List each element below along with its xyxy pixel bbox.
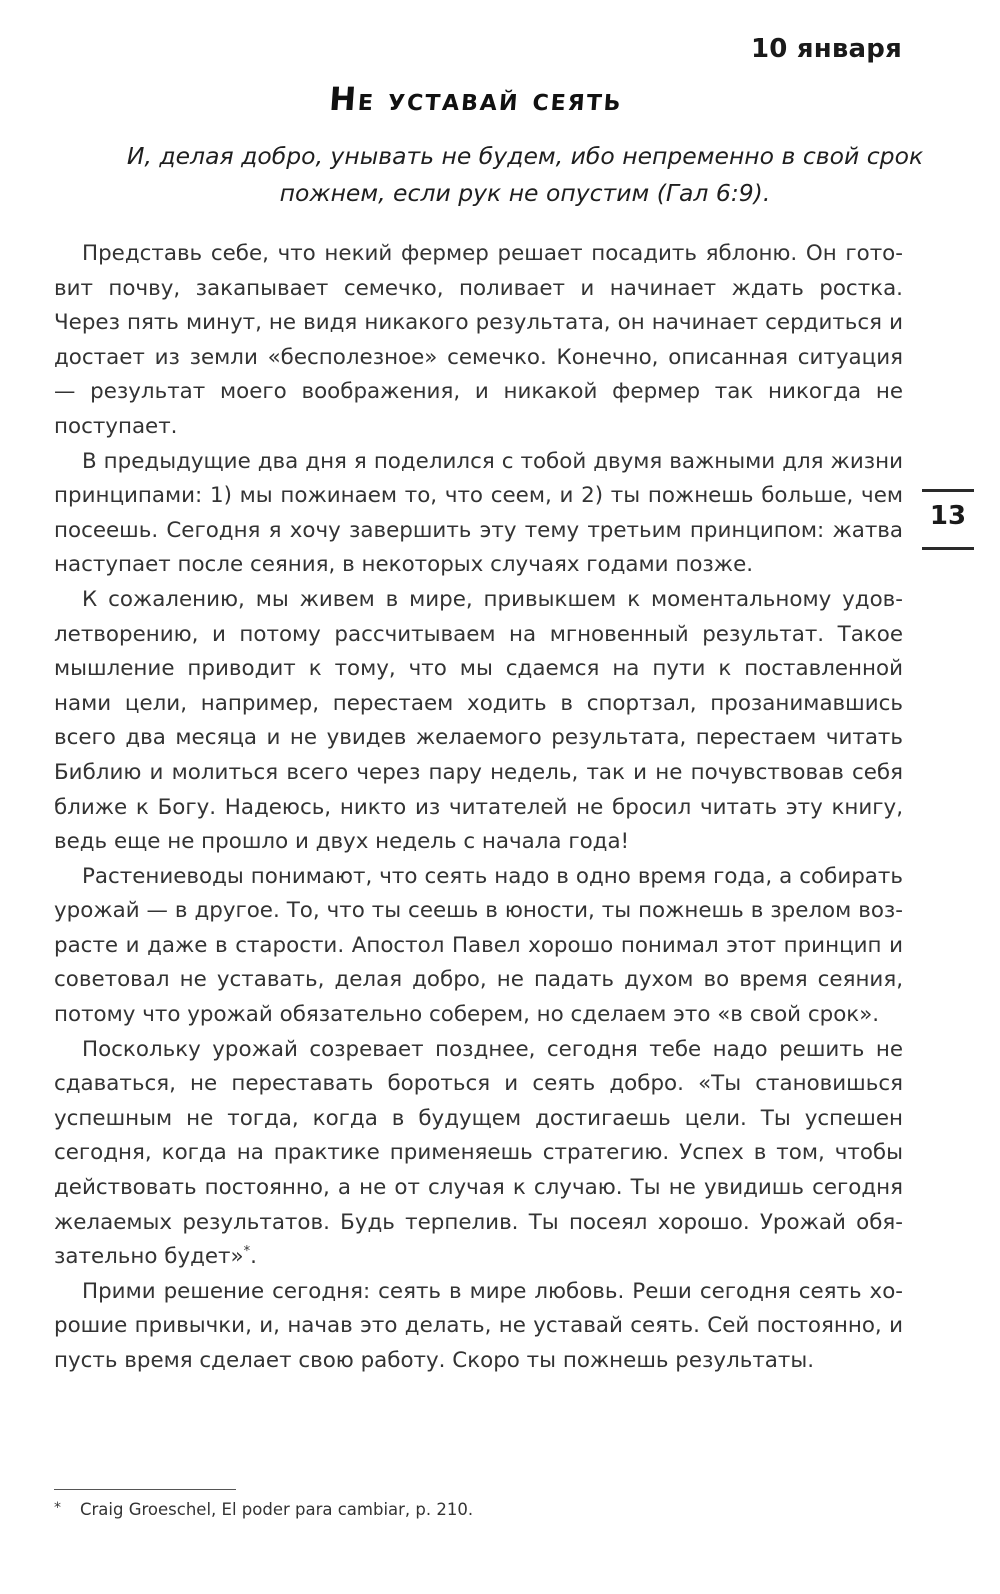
footnote-text: Craig Groeschel, El poder para cambiar, p. 210. — [80, 1500, 474, 1519]
paragraph-5-text: Поскольку урожай созревает позднее, сегодня тебе надо решить не сдаваться, не переставать бороться и сеять добро. «Ты становишься успешным не тогда, когда в будущем достигаешь цели. Ты успешен сегодня, когда на практике применяешь стратегию. Успех в том, чтобы действовать постоянно, а не от случая к случаю. Ты не увидишь сегодня желаемых результатов. Будь терпелив. Ты посеял хорошо. Урожай обязательно будет» — [54, 1036, 903, 1270]
paragraph-3: К сожалению, мы живем в мире, привыкшем к моментальному удовлетворению, и потому рассчитываем на мгновенный результат. Такое мышление приводит к тому, что мы сдаемся на пути к поставленной нами цели, например, перестаем ходить в спортзал, прозанимавшись всего два месяца и не увидев желаемого результата, перестаем читать Библию и молиться всего через пару недель, так и не почувствовав себя ближе к Богу. Надеюсь, никто из читателей не бросил читать эту книгу, ведь еще не прошло и двух недель с начала года! — [54, 586, 903, 855]
footnote-divider — [54, 1489, 236, 1490]
footnote — [54, 1500, 473, 1519]
page-title: Не уставай сеять — [327, 80, 624, 118]
page-number-rule-top — [922, 489, 974, 492]
body-text — [54, 237, 903, 1379]
footnote-reference: * — [243, 1244, 251, 1260]
paragraph-2: В предыдущие два дня я поделился с тобой двумя важными для жизни принципами: 1) мы пожинаем то, что сеем, и 2) ты пожнешь больше, чем посеешь. Сегодня я хочу завершить эту тему третьим принципом: жатва наступает после сеяния, в некоторых случаях годами позже. — [54, 448, 903, 578]
page-number: 13 — [929, 501, 967, 531]
paragraph-5 — [54, 1033, 903, 1275]
paragraph-1: Представь себе, что некий фермер решает посадить яблоню. Он готовит почву, закапывает семечко, поливает и начинает ждать ростка. Через пять минут, не видя никакого результата, он начинает сердиться и достает из земли «бесполезное» семечко. Конечно, описанная ситуация — результат моего воображения, и никакой фермер так никогда не поступает. — [54, 241, 903, 439]
page-date: 10 января — [751, 34, 902, 64]
epigraph — [90, 138, 960, 212]
paragraph-4: Растениеводы понимают, что сеять надо в одно время года, а собирать урожай — в другое. То, что ты сеешь в юности, ты пожнешь в зрелом возрасте и даже в старости. Апостол Павел хорошо понимал этот принцип и советовал не уставать, делая добро, не падать духом во время сеяния, потому что урожай обязательно соберем, но сделаем это «в свой срок». — [54, 863, 903, 1028]
epigraph-line-2: пожнем, если рук не опустим (Гал 6:9). — [279, 179, 771, 207]
page-number-block — [922, 487, 974, 551]
paragraph-5-period: . — [250, 1244, 257, 1270]
page-number-rule-bottom — [922, 547, 974, 550]
paragraph-6: Прими решение сегодня: сеять в мире любовь. Реши сегодня сеять хорошие привычки, и, начав это делать, не уставай сеять. Сей постоянно, и пусть время сделает свою работу. Скоро ты пожнешь результаты. — [54, 1278, 903, 1373]
footnote-symbol: * — [54, 1500, 61, 1516]
epigraph-line-1: И, делая добро, унывать не будем, ибо непременно в свой срок — [126, 142, 924, 170]
